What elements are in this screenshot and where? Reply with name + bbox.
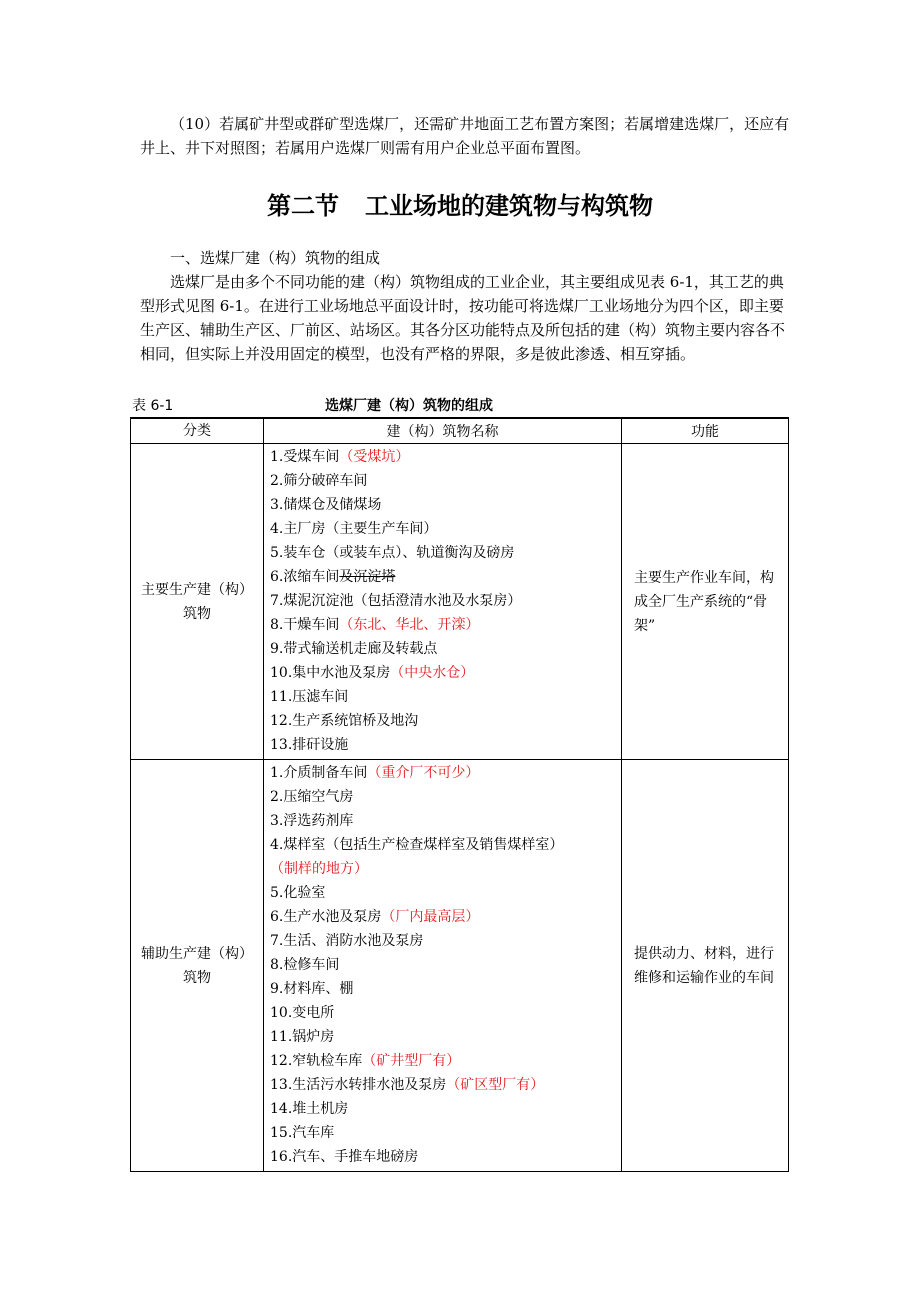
item-text: 10.集中水池及泵房 <box>270 665 391 681</box>
list-item <box>270 953 615 977</box>
list-item <box>270 977 615 1001</box>
list-item <box>270 685 615 709</box>
handwritten-note: （厂内最高层） <box>381 909 480 925</box>
table-header-row <box>131 418 789 444</box>
list-item <box>270 1145 615 1169</box>
list-item <box>270 445 615 469</box>
header-names: 建（构）筑物名称 <box>264 418 622 444</box>
list-item <box>270 881 615 905</box>
table-number: 表 6-1 <box>132 398 174 414</box>
item-text: 8.干燥车间 <box>270 617 340 633</box>
item-text: 2.压缩空气房 <box>270 789 354 805</box>
item-text: 6.生产水池及泵房 <box>270 909 382 925</box>
list-item <box>270 637 615 661</box>
list-item <box>270 929 615 953</box>
item-text: 1.介质制备车间 <box>270 765 368 781</box>
list-item <box>270 1001 615 1025</box>
item-text: 11.锅炉房 <box>270 1029 335 1045</box>
header-function: 功能 <box>622 418 789 444</box>
function-cell: 提供动力、材料，进行维修和运输作业的车间 <box>622 760 789 1172</box>
item-text: 6.浓缩车间 <box>270 569 340 585</box>
section-number: 第二节 <box>267 192 339 220</box>
handwritten-note: （矿区型厂有） <box>446 1077 545 1093</box>
intro-paragraph: （10）若属矿井型或群矿型选煤厂，还需矿井地面工艺布置方案图；若属增建选煤厂，还应有井上、井下对照图；若属用户选煤厂则需有用户企业总平面布置图。 <box>140 115 790 157</box>
list-item <box>270 541 615 565</box>
item-text: 4.煤样室（包括生产检查煤样室及销售煤样室） <box>270 837 564 853</box>
item-text: 14.堆土机房 <box>270 1101 349 1117</box>
handwritten-note: （矿井型厂有） <box>362 1053 461 1069</box>
list-item <box>270 905 615 929</box>
table-row <box>131 444 789 760</box>
item-text: 9.带式输送机走廊及转载点 <box>270 641 438 657</box>
section-heading: 一、选煤厂建（构）筑物的组成 <box>170 249 381 267</box>
struck-text: 及沉淀塔 <box>339 569 396 585</box>
list-item <box>270 517 615 541</box>
item-text: 9.材料库、棚 <box>270 981 354 997</box>
list-item <box>270 589 615 613</box>
item-text: 2.筛分破碎车间 <box>270 473 368 489</box>
handwritten-note: （制样的地方） <box>270 861 368 877</box>
page-title <box>0 186 920 221</box>
handwritten-note: （中央水仓） <box>390 665 475 681</box>
list-item <box>270 809 615 833</box>
item-text: 5.化验室 <box>270 885 326 901</box>
list-item <box>270 1025 615 1049</box>
item-text: 7.煤泥沉淀池（包括澄清水池及水泵房） <box>270 593 522 609</box>
list-item <box>270 1097 615 1121</box>
list-item <box>270 785 615 809</box>
item-text: 12.生产系统馆桥及地沟 <box>270 713 419 729</box>
list-item <box>270 613 615 637</box>
list-item <box>270 709 615 733</box>
list-item <box>270 761 615 785</box>
list-item <box>270 1121 615 1145</box>
body-paragraph: 选煤厂是由多个不同功能的建（构）筑物组成的工业企业，其主要组成见表 6-1，其工艺的典型形式见图 6-1。在进行工业场地总平面设计时，按功能可将选煤厂工业场地分为四个区，即主要生产区、辅助生产区、厂前区、站场区。其各分区功能特点及所包括的建（构）筑物主要内容各不相同，但实际上并没用固定的模型，也没有严格的界限，多是彼此渗透、相互穿插。 <box>140 273 786 363</box>
function-cell: 主要生产作业车间，构成全厂生产系统的“骨架” <box>622 444 789 760</box>
item-text: 3.浮选药剂库 <box>270 813 354 829</box>
item-text: 12.窄轨检车库 <box>270 1053 363 1069</box>
item-text: 1.受煤车间 <box>270 449 340 465</box>
item-text: 15.汽车库 <box>270 1125 335 1141</box>
handwritten-note: （东北、华北、开滦） <box>339 617 480 633</box>
names-cell <box>264 760 622 1172</box>
item-text: 7.生活、消防水池及泵房 <box>270 933 424 949</box>
list-item <box>270 1073 615 1097</box>
list-item <box>270 733 615 757</box>
section-title: 工业场地的建筑物与构筑物 <box>365 192 653 220</box>
names-cell <box>264 444 622 760</box>
table-row <box>131 760 789 1172</box>
item-text: 4.主厂房（主要生产车间） <box>270 521 438 537</box>
list-item <box>270 661 615 685</box>
handwritten-note: （受煤坑） <box>339 449 410 465</box>
table-caption: 选煤厂建（构）筑物的组成 <box>325 398 493 414</box>
handwritten-note: （重介厂不可少） <box>367 765 480 781</box>
composition-table <box>130 417 789 1172</box>
item-text: 8.检修车间 <box>270 957 340 973</box>
category-cell: 主要生产建（构）筑物 <box>131 444 264 760</box>
item-text: 3.储煤仓及储煤场 <box>270 497 382 513</box>
list-item <box>270 565 615 589</box>
list-item <box>270 493 615 517</box>
item-text: 13.排矸设施 <box>270 737 349 753</box>
item-text: 11.压滤车间 <box>270 689 349 705</box>
list-item <box>270 469 615 493</box>
item-text: 10.变电所 <box>270 1005 335 1021</box>
item-text: 13.生活污水转排水池及泵房 <box>270 1077 447 1093</box>
list-item <box>270 1049 615 1073</box>
header-category: 分类 <box>131 418 264 444</box>
list-item <box>270 833 615 881</box>
item-text: 5.装车仓（或装车点）、轨道衡沟及磅房 <box>270 545 515 561</box>
category-cell: 辅助生产建（构）筑物 <box>131 760 264 1172</box>
item-text: 16.汽车、手推车地磅房 <box>270 1149 419 1165</box>
